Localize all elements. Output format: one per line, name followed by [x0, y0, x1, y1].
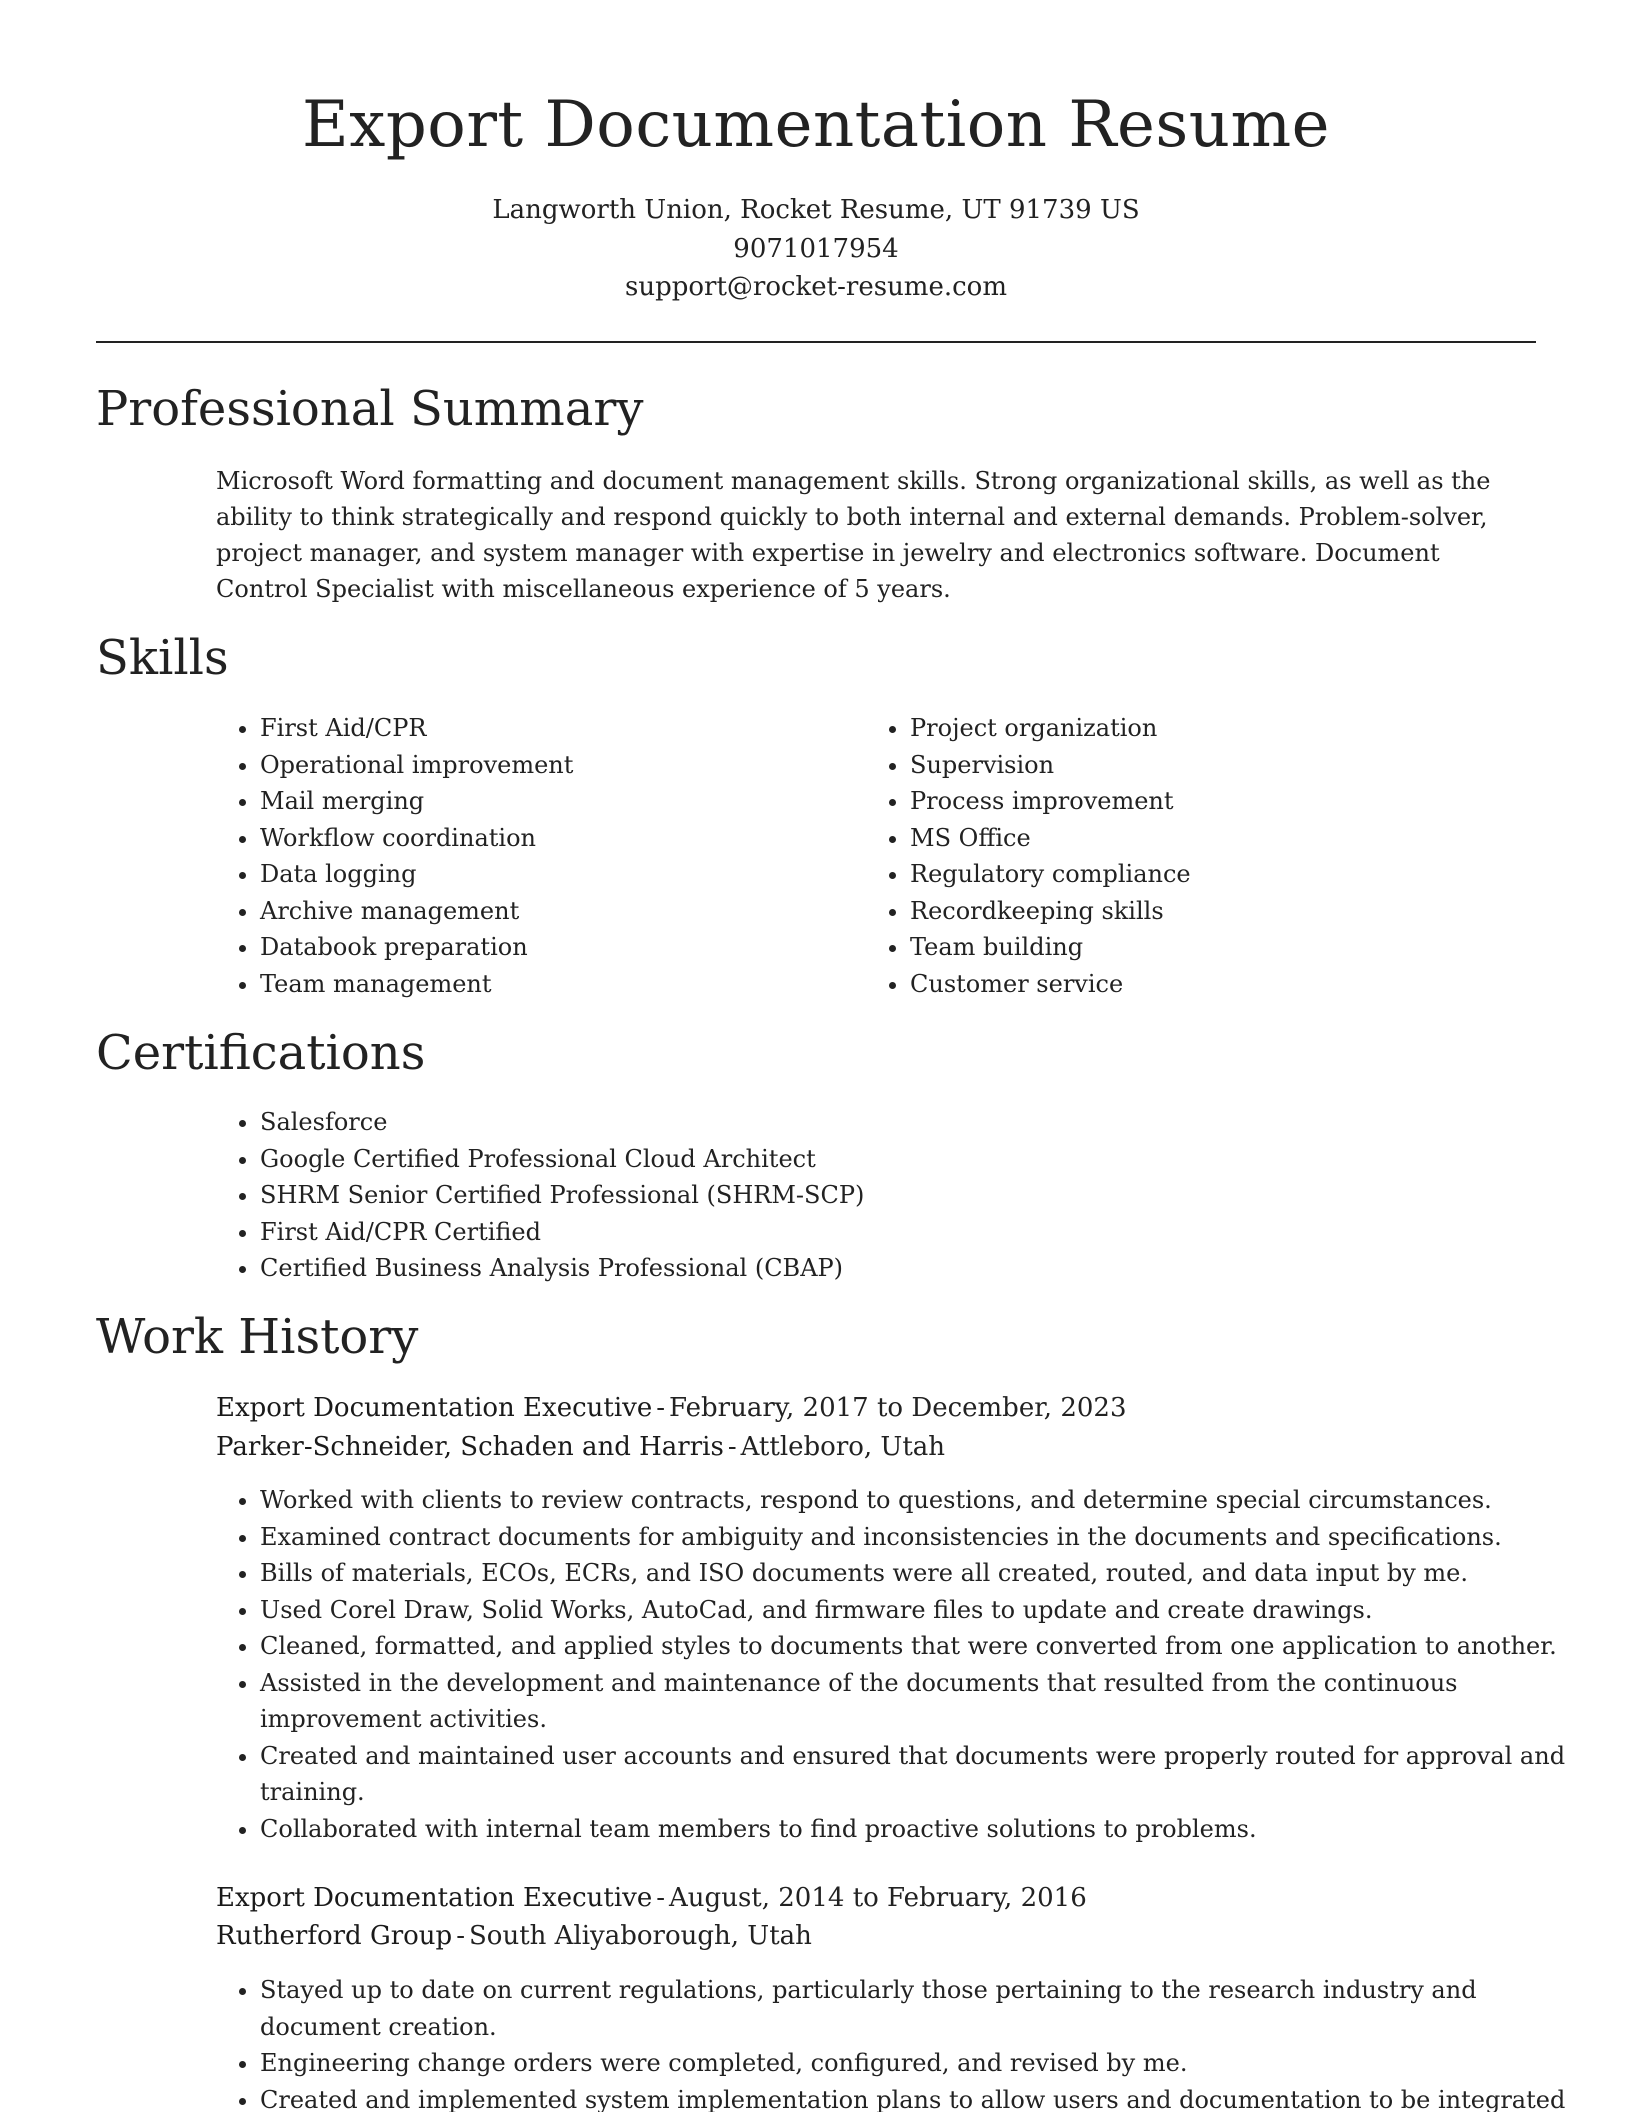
summary-text: Microsoft Word formatting and document management skills. Strong organizational skills, as well as the ability to think strategically and respond quickly to both internal and external demands. Problem-solver, project manager, and system manager with expertise in jewelry and electronics software. Document Control Specialist with miscellaneous experience of 5 years. — [216, 467, 1491, 603]
list-item: • Bills of materials, ECOs, ECRs, and ISO documents were all created, routed, and data input by me. — [260, 1555, 1576, 1592]
list-item: • Assisted in the development and maintenance of the documents that resulted from the continuous improvement activities. — [260, 1665, 1576, 1738]
skills-list-left — [216, 710, 820, 1002]
list-item: • Databook preparation — [260, 929, 820, 966]
list-item: • Created and maintained user accounts and ensured that documents were properly routed for approval and training. — [260, 1738, 1576, 1811]
certifications-list — [216, 1104, 1460, 1287]
job-dates: August, 2014 to February, 2016 — [669, 1883, 1087, 1913]
list-item: • Used Corel Draw, Solid Works, AutoCad, and firmware files to update and create drawings. — [260, 1592, 1576, 1629]
job-title-line — [216, 1879, 1087, 1917]
separator: - — [727, 1432, 737, 1462]
list-item: • Mail merging — [260, 783, 820, 820]
separator: - — [656, 1393, 666, 1423]
work-history-heading: Work History — [96, 1309, 419, 1365]
document-title: Export Documentation Resume — [302, 88, 1330, 162]
job-location: Attleboro, Utah — [740, 1432, 946, 1462]
job-title-line — [216, 1389, 1126, 1427]
job-company-line — [216, 1428, 945, 1466]
list-item: • Team building — [910, 929, 1530, 966]
list-item: • Operational improvement — [260, 747, 820, 784]
list-item: • Collaborated with internal team members to find proactive solutions to problems. — [260, 1811, 1576, 1848]
list-item: • Customer service — [910, 966, 1530, 1003]
list-item: • Engineering change orders were completed, configured, and revised by me. — [260, 2045, 1576, 2082]
job-company: Rutherford Group — [216, 1921, 453, 1951]
contact-phone: 9071017954 — [733, 234, 899, 264]
certifications-heading: Certifications — [96, 1025, 426, 1081]
job-bullets — [216, 1972, 1576, 2112]
list-item: • Data logging — [260, 856, 820, 893]
job-location: South Aliyaborough, Utah — [468, 1921, 812, 1951]
contact-address: Langworth Union, Rocket Resume, UT 91739 US — [492, 195, 1140, 225]
skills-heading: Skills — [96, 630, 229, 686]
list-item: • Certified Business Analysis Professional (CBAP) — [260, 1250, 1460, 1287]
list-item: • Regulatory compliance — [910, 856, 1530, 893]
list-item: • Project organization — [910, 710, 1530, 747]
summary-heading: Professional Summary — [96, 381, 644, 437]
list-item: • MS Office — [910, 820, 1530, 857]
contact-email: support@rocket-resume.com — [624, 272, 1007, 302]
job-title: Export Documentation Executive — [216, 1393, 653, 1423]
list-item: • Examined contract documents for ambiguity and inconsistencies in the documents and specifications. — [260, 1519, 1576, 1556]
list-item: • Created and implemented system implementation plans to allow users and documentation to be integrated — [260, 2082, 1576, 2112]
list-item: • Worked with clients to review contracts, respond to questions, and determine special circumstances. — [260, 1482, 1576, 1519]
job-title: Export Documentation Executive — [216, 1883, 653, 1913]
list-item: • Recordkeeping skills — [910, 893, 1530, 930]
header-divider — [96, 341, 1536, 343]
list-item: • Workflow coordination — [260, 820, 820, 857]
job-company: Parker-Schneider, Schaden and Harris — [216, 1432, 724, 1462]
list-item: • Process improvement — [910, 783, 1530, 820]
list-item: • Google Certified Professional Cloud Architect — [260, 1141, 1460, 1178]
list-item: • Cleaned, formatted, and applied styles to documents that were converted from one application to another. — [260, 1628, 1576, 1665]
list-item: • Team management — [260, 966, 820, 1003]
job-dates: February, 2017 to December, 2023 — [669, 1393, 1127, 1423]
separator: - — [656, 1883, 666, 1913]
list-item: • Supervision — [910, 747, 1530, 784]
separator: - — [456, 1921, 465, 1951]
list-item: • First Aid/CPR Certified — [260, 1214, 1460, 1251]
job-company-line — [216, 1917, 812, 1955]
skills-list-right — [866, 710, 1530, 1002]
list-item: • Archive management — [260, 893, 820, 930]
list-item: • Stayed up to date on current regulations, particularly those pertaining to the research industry and document creation. — [260, 1972, 1576, 2045]
list-item: • Salesforce — [260, 1104, 1460, 1141]
list-item: • SHRM Senior Certified Professional (SHRM-SCP) — [260, 1177, 1460, 1214]
list-item: • First Aid/CPR — [260, 710, 820, 747]
job-bullets — [216, 1482, 1576, 1847]
